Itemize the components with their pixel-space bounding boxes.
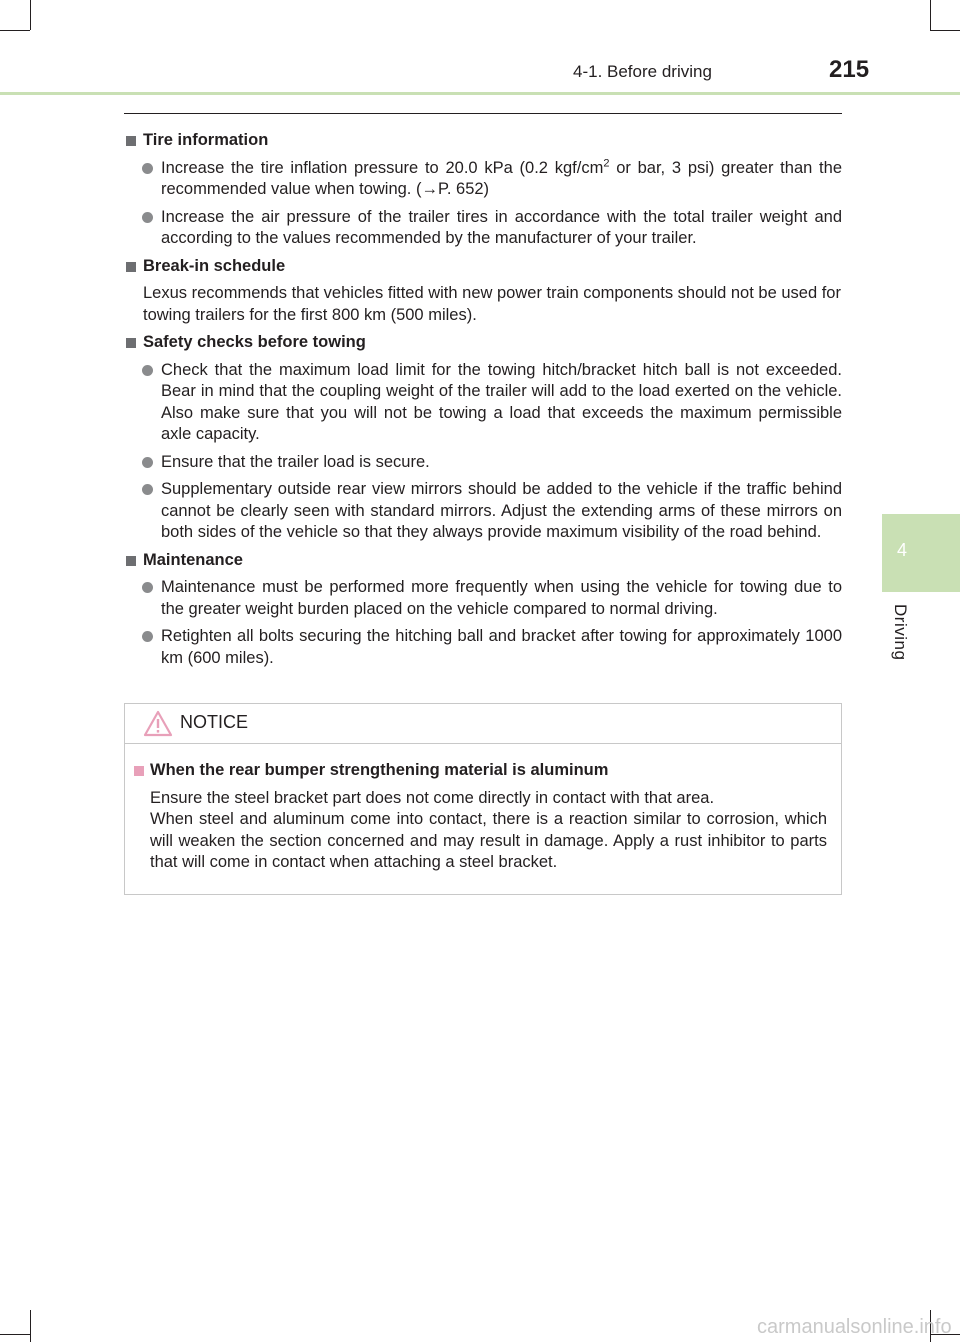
circle-bullet-icon (142, 457, 153, 468)
notice-text (132, 788, 827, 874)
chapter-number: 4 (896, 540, 907, 560)
section-title: 4-1. Before driving (573, 62, 712, 81)
notice-box (124, 703, 842, 895)
watermark: carmanualsonline.info (757, 1316, 952, 1338)
crop-mark (930, 0, 931, 30)
square-bullet-icon (126, 556, 136, 566)
circle-bullet-icon (142, 365, 153, 376)
chapter-label: Driving (891, 604, 910, 661)
list-item: Ensure that the trailer load is secure. (124, 452, 842, 474)
section-heading: Break-in schedule (124, 256, 842, 278)
crop-mark (0, 1334, 30, 1335)
notice-header (125, 704, 841, 744)
notice-line: Ensure the steel bracket part does not come directly in contact with that area. (150, 788, 715, 807)
section-heading: Safety checks before towing (124, 332, 842, 354)
notice-body (125, 744, 841, 874)
circle-bullet-icon (142, 582, 153, 593)
list-item: Retighten all bolts securing the hitching ball and bracket after towing for approximately 1000 km (600 miles). (124, 626, 842, 669)
paragraph: Lexus recommends that vehicles fitted with new power train components should not be used for towing trailers for the first 800 km (500 miles). (143, 284, 841, 324)
list-item: Supplementary outside rear view mirrors should be added to the vehicle if the traffic behind cannot be clearly seen with standard mirrors. Adjust the extending arms of these mirrors on both sides of the vehicle so that they always provide maximum visibility of the road behind. (124, 479, 842, 544)
square-bullet-icon (126, 338, 136, 348)
section-heading: Tire information (124, 130, 842, 152)
square-bullet-icon (126, 262, 136, 272)
main-content (124, 124, 842, 669)
list-item: Increase the tire inflation pressure to 20.0 kPa (0.2 kgf/$cm^2$ or bar, 3 psi) greater than the recommended value when towing. (→P. 652) (124, 158, 842, 201)
notice-heading: When the rear bumper strengthening material is aluminum (132, 760, 827, 782)
warning-triangle-icon (143, 710, 173, 737)
list-item: Increase the air pressure of the trailer tires in accordance with the total trailer weight and according to the values recommended by the manufacturer of your trailer. (124, 207, 842, 250)
crop-mark (0, 30, 30, 31)
notice-line: When steel and aluminum come into contact, there is a reaction similar to corrosion, which will weaken the section concerned and may result in damage. Apply a rust inhibitor to parts that will come in contact when attaching a steel bracket. (150, 810, 827, 871)
list-item: Check that the maximum load limit for the towing hitch/bracket hitch ball is not exceeded. Bear in mind that the coupling weight of the trailer will add to the load exerted on the vehicle. Also make sure that you will not be towing a load that exceeds the maximum permissible axle capacity. (124, 360, 842, 446)
page-number: 215 (829, 56, 870, 83)
square-bullet-icon (126, 136, 136, 146)
section-heading: Maintenance (124, 550, 842, 572)
circle-bullet-icon (142, 212, 153, 223)
chapter-tab[interactable] (882, 514, 960, 592)
header-bar (0, 92, 960, 95)
square-bullet-icon (134, 766, 144, 776)
crop-mark (930, 30, 960, 31)
circle-bullet-icon (142, 484, 153, 495)
crop-mark (30, 0, 31, 30)
crop-mark (30, 1310, 31, 1342)
top-rule (124, 113, 842, 114)
circle-bullet-icon (142, 163, 153, 174)
list-item: Maintenance must be performed more frequently when using the vehicle for towing due to the greater weight burden placed on the vehicle compared to normal driving. (124, 577, 842, 620)
notice-label: NOTICE (180, 712, 249, 732)
circle-bullet-icon (142, 631, 153, 642)
